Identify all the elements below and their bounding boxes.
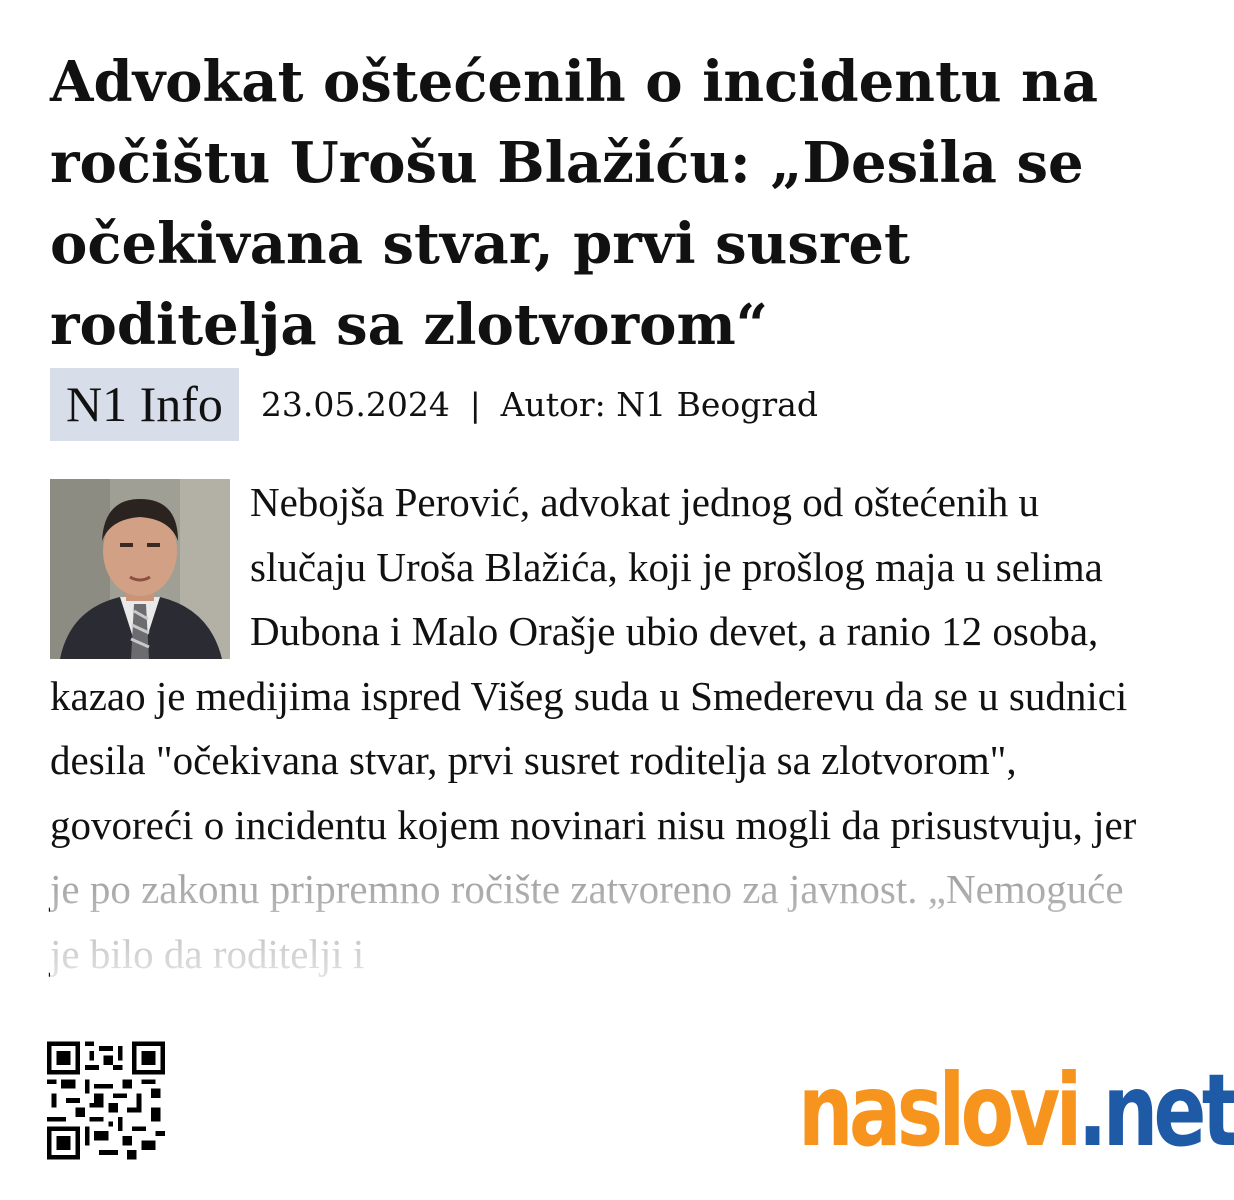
qr-code-icon[interactable] bbox=[47, 1038, 165, 1163]
article-body bbox=[50, 470, 1150, 1010]
publish-date: 23.05.2024 bbox=[260, 385, 450, 424]
article-headline[interactable]: Advokat oštećenih o incidentu na ročištu Urošu Blažiću: „Desila se očekivana stvar, prvi susret roditelja sa zlotvorom“ bbox=[50, 49, 1099, 358]
meta-separator: | bbox=[469, 385, 481, 424]
author-photo[interactable] bbox=[50, 479, 230, 659]
logo-part-naslovi: naslovi bbox=[798, 1052, 1078, 1169]
article-text: Nebojša Perović, advokat jednog od oštećenih u slučaju Uroša Blažića, koji je prošlog maja u selima Dubona i Malo Orašje ubio devet, a ranio 12 osoba, kazao je medijima ispred Višeg suda u Smederevu da se u sudnici desila "očekivana stvar, prvi susret roditelja sa zlotvorom", govoreći o incidentu kojem novinari nisu mogli da prisustvuju, jer bbox=[50, 479, 1137, 848]
article-meta bbox=[50, 368, 818, 441]
naslovi-logo[interactable] bbox=[798, 1052, 1234, 1169]
author-label: Autor: N1 Beograd bbox=[500, 385, 818, 424]
source-badge[interactable]: N1 Info bbox=[50, 368, 239, 441]
text-fade-overlay bbox=[50, 855, 1150, 1015]
logo-part-net: .net bbox=[1077, 1052, 1234, 1169]
